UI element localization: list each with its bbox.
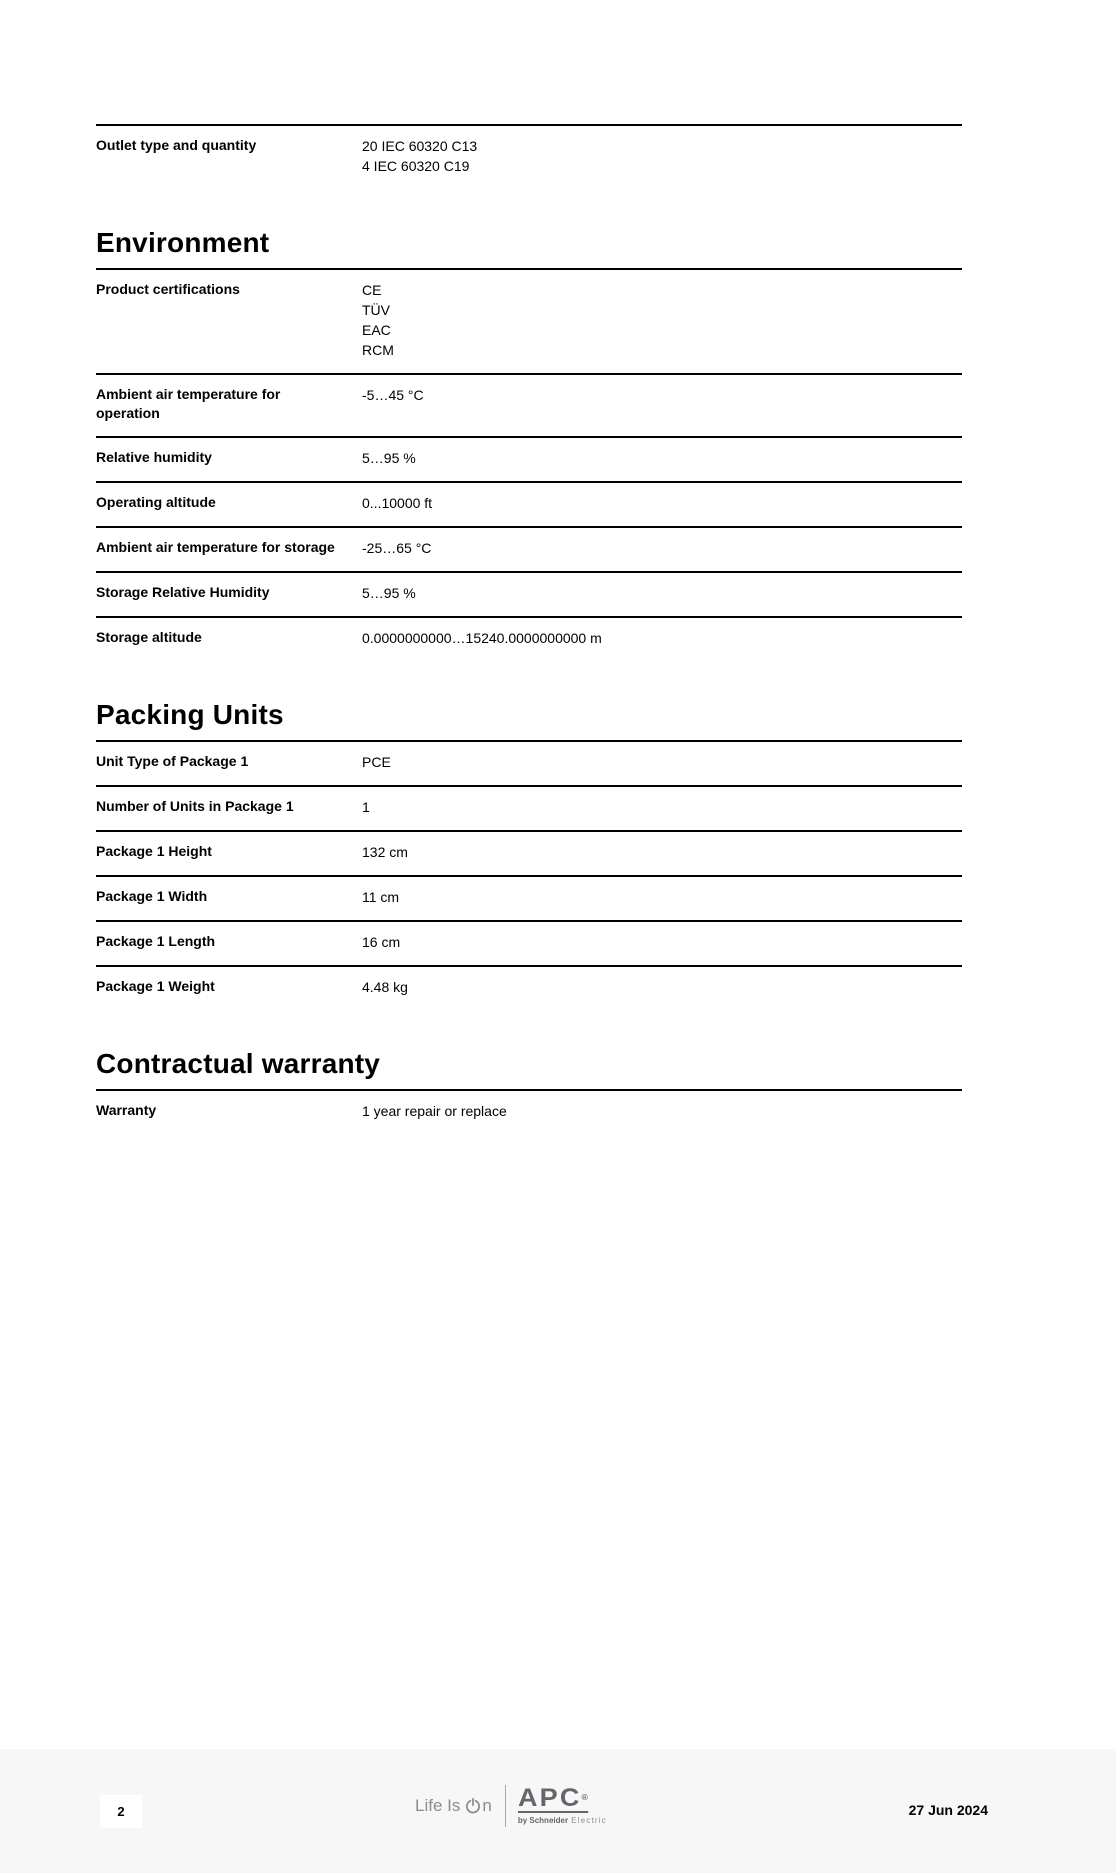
spec-value: -25…65 °C [362,540,432,556]
spec-value: 0.0000000000…15240.0000000000 m [362,630,602,646]
table-row [96,785,962,830]
spec-label: Number of Units in Package 1 [96,798,294,814]
table-row [96,481,962,526]
spec-value: 1 year repair or replace [362,1103,507,1119]
spec-label: Storage altitude [96,629,202,645]
spec-label: Package 1 Length [96,933,216,949]
spec-label: Ambient air temperature for storage [96,539,335,555]
table-row [96,126,962,189]
spec-value: 0...10000 ft [362,495,433,511]
spec-value: TÜV [362,302,390,318]
section-heading-packing-units: Packing Units [96,699,962,742]
spec-value: 5…95 % [362,450,416,466]
apc-byline [518,1816,607,1825]
registered-mark: ® [581,1793,588,1802]
table-row [96,742,962,785]
page-number: 2 [100,1795,142,1828]
spec-label: Unit Type of Package 1 [96,753,249,769]
spec-value: 1 [362,799,370,815]
spec-label: Outlet type and quantity [96,137,257,153]
section-outlet-continuation [96,124,962,189]
spec-label: Package 1 Weight [96,978,215,994]
table-row [96,920,962,965]
table-row [96,875,962,920]
apc-logo [517,1784,607,1825]
spec-label: Warranty [96,1102,157,1118]
table-row [96,270,962,373]
spec-value: 4.48 kg [362,979,408,995]
spec-value: 132 cm [362,844,408,860]
spec-value: 16 cm [362,934,401,950]
spec-label: Ambient air temperature for operation [96,386,281,421]
spec-label: Operating altitude [96,494,216,510]
table-row [96,526,962,571]
logo-divider [505,1785,506,1827]
table-row [96,571,962,616]
spec-label: Storage Relative Humidity [96,584,270,600]
apc-byline-light: Electric [571,1816,607,1825]
brand-logo-group [415,1785,607,1827]
spec-label: Package 1 Width [96,888,208,904]
table-row [96,1091,962,1134]
spec-value: -5…45 °C [362,387,424,403]
life-is-on-text: n [482,1796,492,1815]
section-environment [96,227,962,661]
spec-value: 20 IEC 60320 C13 [362,138,478,154]
life-is-on-logo [415,1796,492,1816]
table-row [96,965,962,1010]
spec-label: Relative humidity [96,449,212,465]
footer-date: 27 Jun 2024 [908,1802,988,1818]
table-row [96,830,962,875]
spec-value: PCE [362,754,391,770]
spec-value: CE [362,282,382,298]
page-content [96,124,962,1134]
spec-value: 4 IEC 60320 C19 [362,158,470,174]
section-heading-contractual-warranty: Contractual warranty [96,1048,962,1091]
section-contractual-warranty [96,1048,962,1134]
table-row [96,616,962,661]
spec-value: EAC [362,322,391,338]
life-is-on-text: Life Is [415,1796,461,1815]
spec-value: 11 cm [362,889,400,905]
table-row [96,436,962,481]
table-row [96,373,962,436]
spec-label: Package 1 Height [96,843,212,859]
page-footer [0,1749,1116,1873]
apc-wordmark: APC [517,1784,582,1812]
spec-value: RCM [362,342,394,358]
spec-value: 5…95 % [362,585,416,601]
power-icon [465,1798,481,1814]
apc-byline-bold: by Schneider [517,1816,569,1825]
spec-label: Product certifications [96,281,240,297]
section-heading-environment: Environment [96,227,962,270]
section-packing-units [96,699,962,1010]
